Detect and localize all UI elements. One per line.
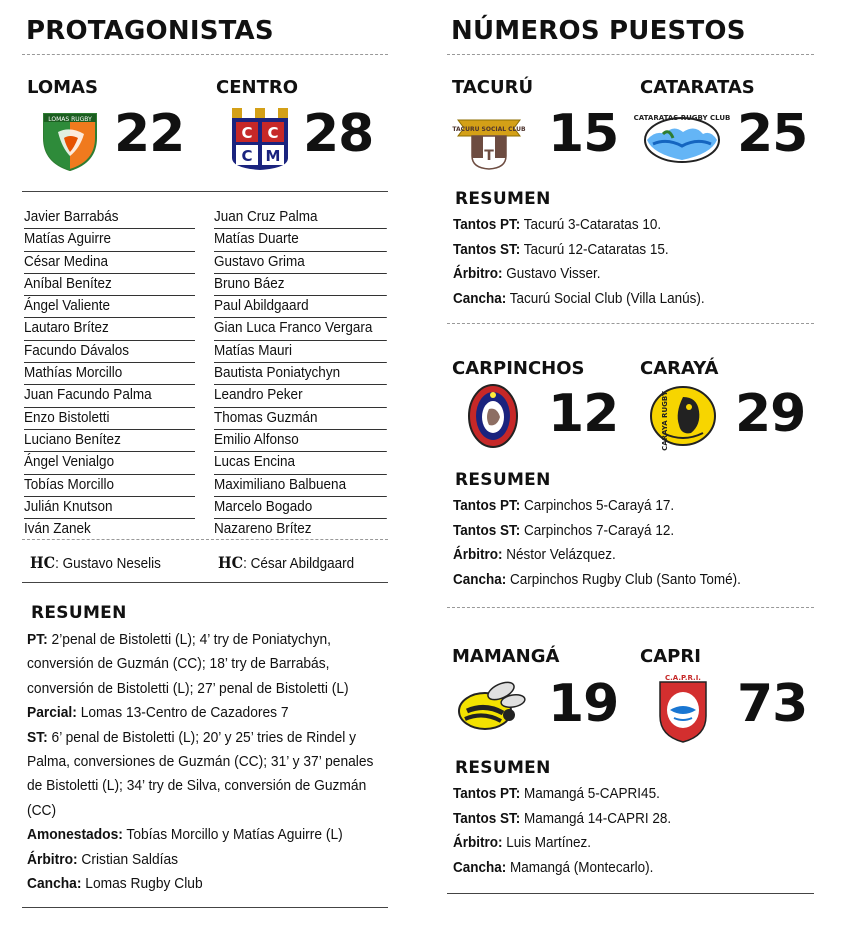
tantos-st-label: Tantos ST: — [453, 521, 521, 539]
section-title-numeros-puestos: NÚMEROS PUESTOS — [451, 16, 746, 46]
player-row: Iván Zanek — [24, 520, 91, 538]
score-tacuru: 15 — [548, 104, 619, 164]
arbitro-label: Árbitro: — [27, 850, 78, 868]
player-row: Enzo Bistoletti — [24, 408, 195, 430]
arbitro-label: Árbitro: — [453, 834, 503, 851]
team-name-carpinchos: CARPINCHOS — [452, 358, 585, 379]
head-coach-centro — [218, 553, 354, 572]
player-row: Bautista Poniatychyn — [214, 363, 387, 385]
player-row: Juan Cruz Palma — [214, 207, 387, 229]
cancha-label: Cancha: — [27, 875, 82, 893]
bottom-divider-left — [22, 907, 388, 908]
hc-value: : Gustavo Neselis — [55, 555, 161, 572]
tantos-pt-text: Mamangá 5-CAPRI45. — [520, 785, 660, 802]
match-summary — [453, 213, 705, 311]
tantos-pt-text: Carpinchos 5-Carayá 17. — [520, 497, 675, 514]
arbitro-label: Árbitro: — [453, 265, 503, 282]
centro-logo-letter: C — [241, 147, 253, 165]
player-row: Tobías Morcillo — [24, 475, 195, 497]
hc-value: : César Abildgaard — [243, 555, 355, 572]
resumen-heading: RESUMEN — [455, 189, 551, 209]
player-row: Emilio Alfonso — [214, 430, 387, 452]
tantos-st-label: Tantos ST: — [453, 240, 521, 258]
player-row: Matías Mauri — [214, 341, 387, 363]
centro-logo-letter: C — [267, 124, 279, 142]
head-coach-lomas — [30, 553, 161, 572]
score-mamanga: 19 — [548, 674, 619, 734]
player-row: Julián Knutson — [24, 497, 195, 519]
resumen-heading: RESUMEN — [455, 470, 551, 490]
score-capri: 73 — [737, 674, 808, 734]
tantos-pt-label: Tantos PT: — [453, 497, 521, 514]
section-title-protagonistas: PROTAGONISTAS — [26, 16, 274, 46]
amonestados-label: Amonestados: — [27, 826, 123, 844]
match-divider — [447, 607, 814, 608]
team-name-lomas: LOMAS — [27, 77, 98, 98]
player-row: Thomas Guzmán — [214, 408, 387, 430]
centro-logo-icon — [230, 106, 290, 172]
score-lomas: 22 — [114, 104, 185, 164]
player-row: Matías Aguirre — [24, 229, 195, 251]
arbitro-text: Néstor Velázquez. — [502, 546, 616, 563]
arbitro-text: Cristian Saldías — [77, 850, 179, 868]
svg-text:C.A.P.R.I.: C.A.P.R.I. — [665, 674, 701, 682]
team-name-caraya: CARAYÁ — [640, 358, 719, 379]
arbitro-label: Árbitro: — [453, 546, 503, 563]
player-row: Javier Barrabás — [24, 207, 195, 229]
player-row: Matías Duarte — [214, 229, 387, 251]
player-row: Marcelo Bogado — [214, 497, 387, 519]
score-divider — [22, 191, 388, 192]
match-divider — [447, 323, 814, 324]
bottom-divider-right — [447, 893, 814, 894]
resumen-heading: RESUMEN — [31, 603, 127, 623]
tantos-st-text: Mamangá 14-CAPRI 28. — [520, 809, 672, 827]
player-row: Leandro Peker — [214, 385, 387, 407]
score-centro: 28 — [303, 104, 374, 164]
player-row: Lucas Encina — [214, 452, 387, 474]
svg-text:T: T — [484, 148, 494, 164]
match-summary — [453, 782, 671, 880]
st-label: ST: — [27, 728, 48, 746]
team-name-mamanga: MAMANGÁ — [452, 646, 560, 667]
arbitro-text: Luis Martínez. — [502, 834, 592, 851]
match-summary — [453, 494, 741, 592]
player-row: Facundo Dávalos — [24, 341, 195, 363]
player-row: Aníbal Benítez — [24, 274, 195, 296]
amonestados-text: Tobías Morcillo y Matías Aguirre (L) — [122, 826, 343, 844]
st-text: 6’ penal de Bistoletti (L); 20’ y 25’ tries de Rindel y Palma, conversiones de Guzmán (CC); 31’ y 37’ penales de Bistoletti (L); 34’ try de Silva, conversión de Guzmán (CC) — [27, 728, 374, 819]
cancha-label: Cancha: — [453, 289, 507, 307]
team-name-tacuru: TACURÚ — [452, 77, 534, 98]
mamanga-logo-icon — [455, 675, 527, 735]
roster-divider — [22, 539, 388, 540]
team-name-cataratas: CATARATAS — [640, 77, 755, 98]
parcial-label: Parcial: — [27, 704, 77, 722]
tantos-pt-text: Tacurú 3-Cataratas 10. — [520, 216, 662, 233]
player-row: Juan Facundo Palma — [24, 385, 195, 407]
match-summary — [27, 628, 382, 896]
hc-divider — [22, 582, 388, 583]
tacuru-logo-icon — [452, 110, 526, 170]
cancha-text: Mamangá (Montecarlo). — [506, 858, 654, 876]
cancha-text: Lomas Rugby Club — [81, 875, 203, 893]
cataratas-logo-icon — [633, 110, 731, 164]
player-row: Nazareno Brítez — [214, 520, 312, 538]
player-row: César Medina — [24, 252, 195, 274]
player-row: Gian Luca Franco Vergara — [214, 318, 387, 340]
player-row: Paul Abildgaard — [214, 296, 387, 318]
player-row: Ángel Valiente — [24, 296, 195, 318]
svg-text:LOMAS RUGBY: LOMAS RUGBY — [48, 116, 92, 123]
pt-label: PT: — [27, 631, 48, 648]
tantos-pt-label: Tantos PT: — [453, 216, 521, 233]
score-cataratas: 25 — [737, 104, 808, 164]
caraya-logo-icon — [649, 385, 717, 451]
hc-label: HC — [30, 553, 56, 572]
svg-text:CATARATAS RUGBY CLUB: CATARATAS RUGBY CLUB — [633, 114, 731, 122]
cancha-text: Carpinchos Rugby Club (Santo Tomé). — [506, 570, 741, 588]
tantos-st-text: Tacurú 12-Cataratas 15. — [520, 240, 669, 258]
player-row: Gustavo Grima — [214, 252, 387, 274]
roster-centro — [214, 207, 387, 540]
carpinchos-logo-icon — [467, 383, 519, 449]
tantos-pt-label: Tantos PT: — [453, 785, 521, 802]
resumen-heading: RESUMEN — [455, 758, 551, 778]
pt-text: 2’penal de Bistoletti (L); 4’ try de Poniatychyn, conversión de Guzmán (CC); 18’ try de Barrabás, conversión de Bistoletti (L); 27’ penal de Bistoletti (L) — [27, 631, 349, 697]
capri-logo-icon — [656, 672, 710, 744]
player-row: Mathías Morcillo — [24, 363, 195, 385]
centro-logo-letter: M — [265, 147, 281, 165]
player-row: Ángel Venialgo — [24, 452, 195, 474]
cancha-label: Cancha: — [453, 570, 507, 588]
hc-label: HC — [218, 553, 244, 572]
title-divider — [447, 54, 814, 55]
player-row: Lautaro Brítez — [24, 318, 195, 340]
score-carpinchos: 12 — [548, 384, 619, 444]
team-name-capri: CAPRI — [640, 646, 701, 667]
roster-lomas — [24, 207, 195, 540]
svg-text:CARAYA RUGBY: CARAYA RUGBY — [661, 391, 669, 451]
title-divider — [22, 54, 388, 55]
team-name-centro: CENTRO — [216, 77, 299, 98]
parcial-text: Lomas 13-Centro de Cazadores 7 — [76, 704, 289, 722]
player-row: Luciano Benítez — [24, 430, 195, 452]
player-row: Maximiliano Balbuena — [214, 475, 387, 497]
score-caraya: 29 — [735, 384, 806, 444]
centro-logo-letter: C — [241, 124, 253, 142]
tantos-st-label: Tantos ST: — [453, 809, 521, 827]
cancha-label: Cancha: — [453, 858, 507, 876]
tantos-st-text: Carpinchos 7-Carayá 12. — [520, 521, 675, 539]
arbitro-text: Gustavo Visser. — [502, 265, 601, 282]
player-row: Bruno Báez — [214, 274, 387, 296]
lomas-logo-icon — [40, 108, 100, 172]
svg-text:TACURU SOCIAL CLUB: TACURU SOCIAL CLUB — [452, 126, 526, 133]
cancha-text: Tacurú Social Club (Villa Lanús). — [506, 289, 705, 307]
